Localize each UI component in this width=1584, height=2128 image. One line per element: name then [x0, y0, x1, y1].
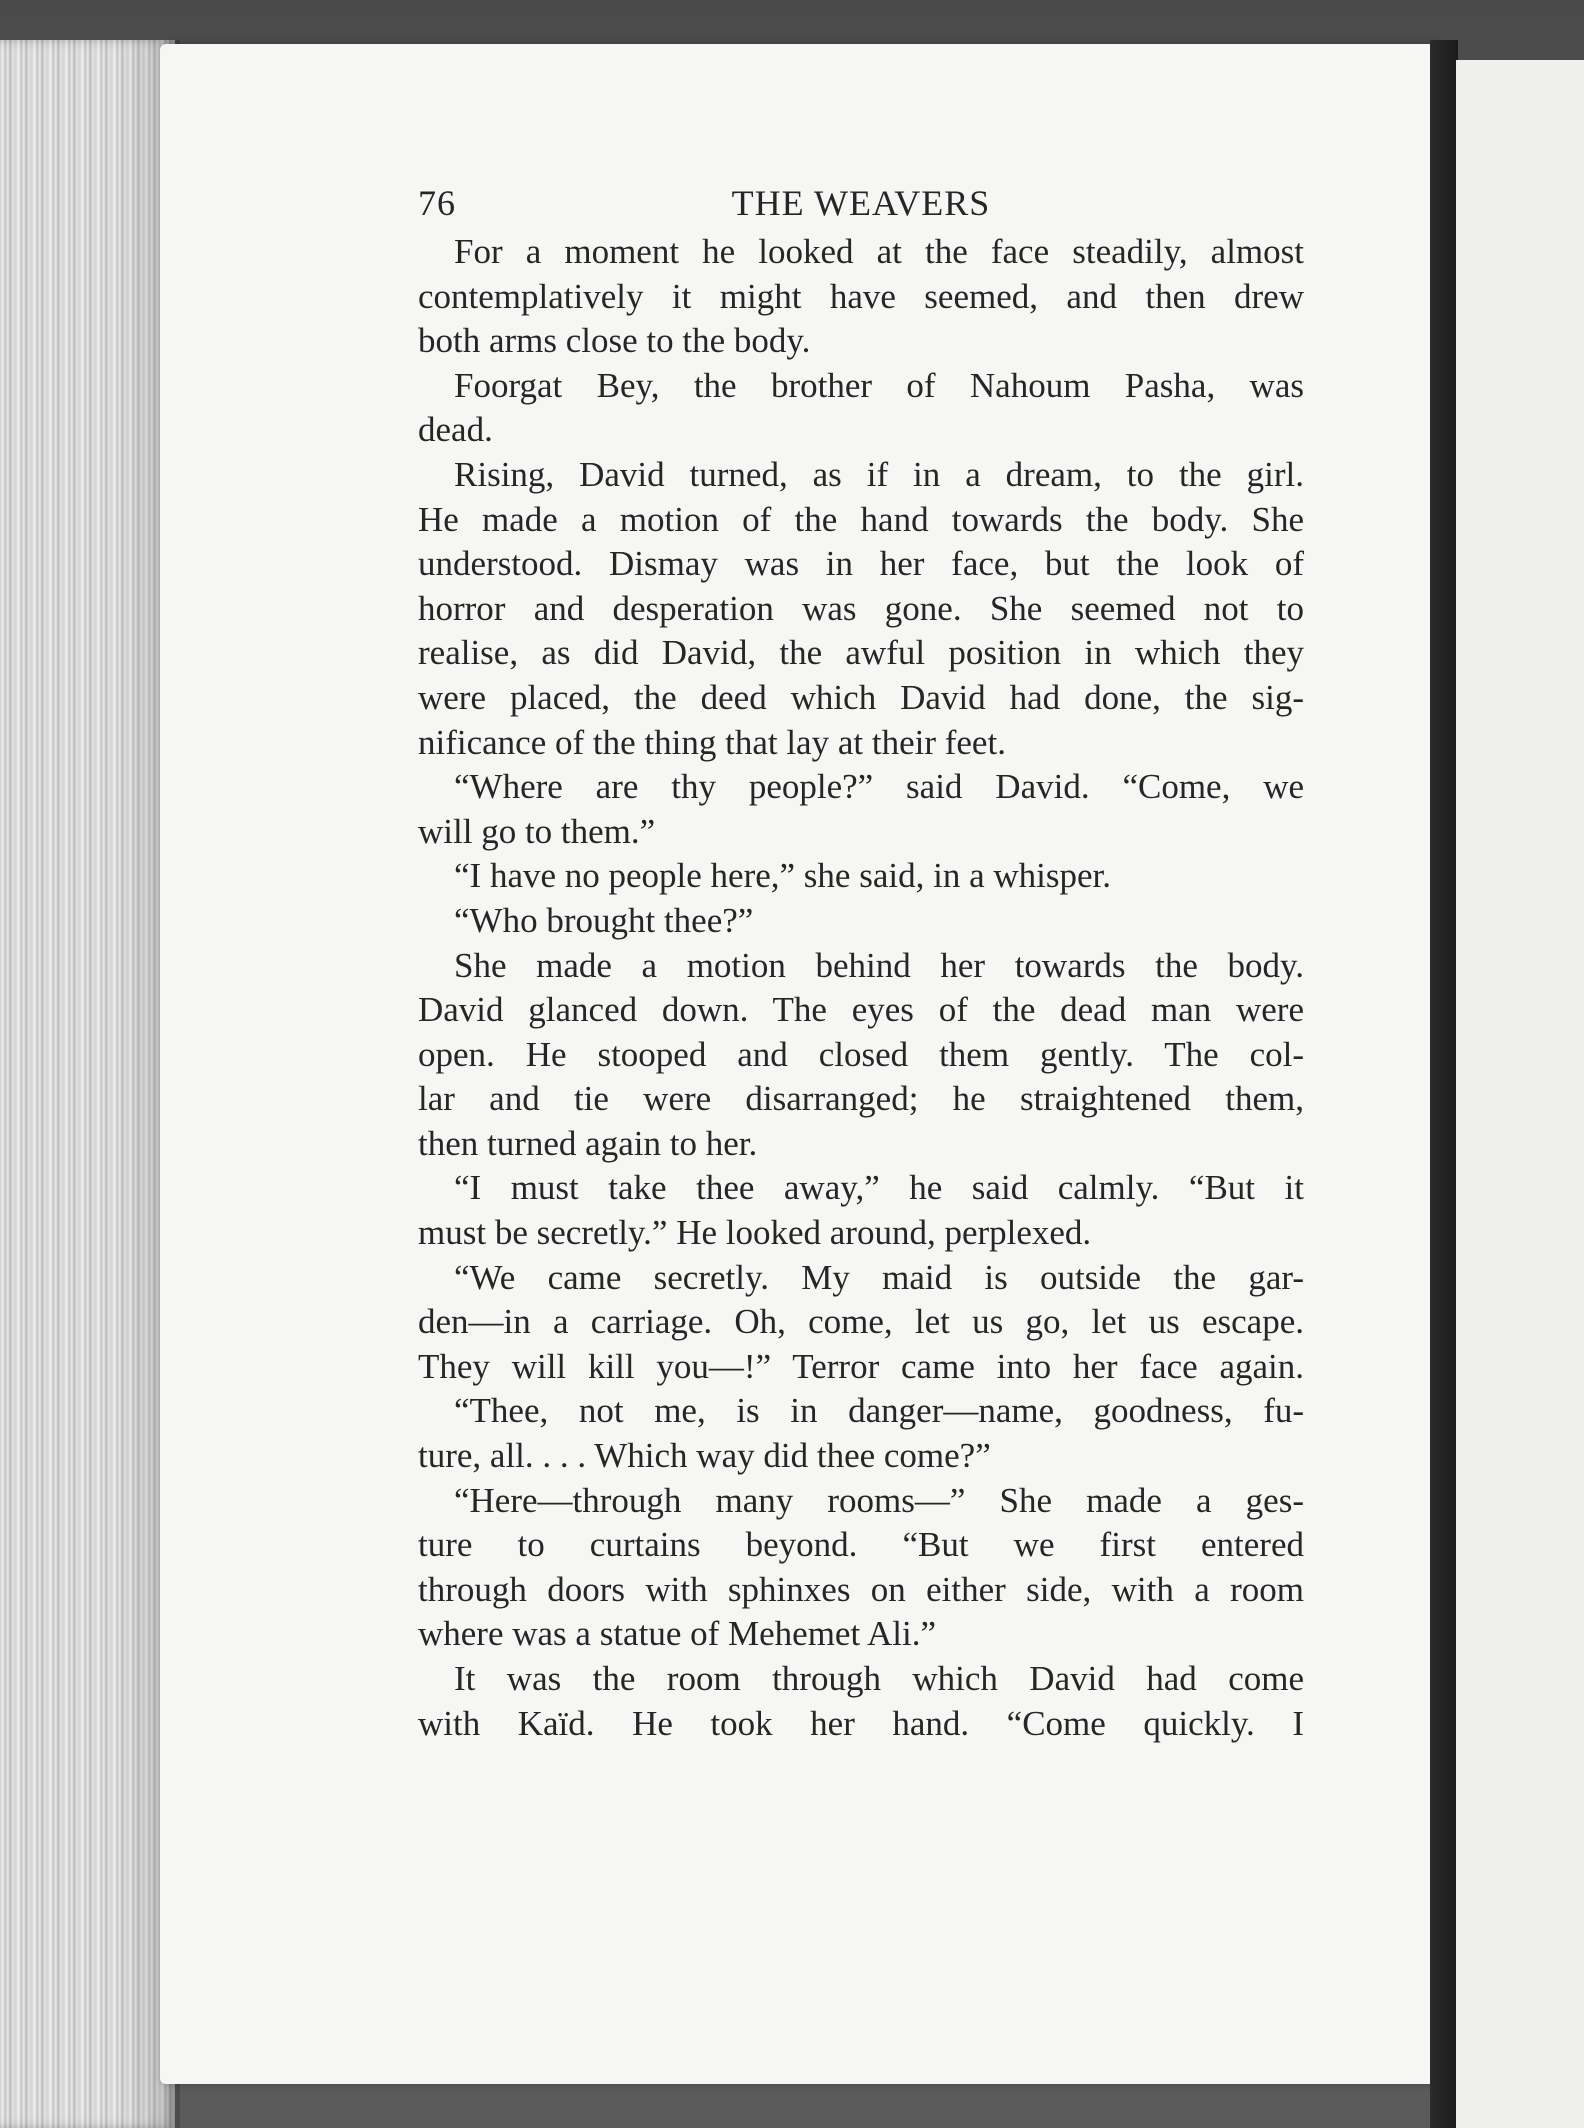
- text-line: where was a statue of Mehemet Ali.”: [418, 1614, 937, 1654]
- text-line: ture, all. . . . Which way did thee come?”: [418, 1436, 991, 1476]
- body-text: [418, 230, 1304, 1746]
- running-title: THE WEAVERS: [731, 183, 991, 223]
- page-number: 76: [418, 183, 456, 223]
- text-line: David glanced down. The eyes of the dead man were: [418, 990, 1304, 1030]
- text-line: “Who brought thee?”: [454, 900, 754, 940]
- text-line: Foorgat Bey, the brother of Nahoum Pasha, was: [454, 365, 1304, 405]
- text-line: Rising, David turned, as if in a dream, to the girl.: [454, 454, 1304, 494]
- text-line: dead.: [418, 410, 493, 450]
- text-line: were placed, the deed which David had done, the sig-: [418, 677, 1304, 717]
- text-line: “Where are thy people?” said David. “Come, we: [454, 767, 1304, 807]
- text-line: She made a motion behind her towards the body.: [454, 945, 1304, 985]
- binding-shadow: [1430, 40, 1458, 2128]
- text-line: open. He stooped and closed them gently. The col-: [418, 1034, 1304, 1074]
- text-line: realise, as did David, the awful position in which they: [418, 633, 1304, 673]
- text-line: “I must take thee away,” he said calmly. “But it: [454, 1168, 1304, 1208]
- text-line: with Kaïd. He took her hand. “Come quickly. I: [418, 1703, 1304, 1743]
- text-line: lar and tie were disarranged; he straightened them,: [418, 1079, 1304, 1119]
- text-line: both arms close to the body.: [418, 321, 811, 361]
- page-text-block: [418, 170, 1304, 1746]
- text-line: nificance of the thing that lay at their feet.: [418, 722, 1006, 762]
- running-head: [418, 170, 1304, 230]
- text-line: understood. Dismay was in her face, but the look of: [418, 544, 1304, 584]
- text-line: must be secretly.” He looked around, perplexed.: [418, 1213, 1092, 1253]
- text-line: “We came secretly. My maid is outside the gar-: [454, 1257, 1304, 1297]
- text-line: “Thee, not me, is in danger—name, goodness, fu-: [454, 1391, 1304, 1431]
- text-line: then turned again to her.: [418, 1123, 758, 1163]
- text-line: “I have no people here,” she said, in a whisper.: [454, 856, 1111, 896]
- text-line: through doors with sphinxes on either side, with a room: [418, 1569, 1304, 1609]
- text-line: “Here—through many rooms—” She made a ges-: [454, 1480, 1304, 1520]
- facing-page-edge: [1456, 60, 1584, 2128]
- text-line: ture to curtains beyond. “But we first entered: [418, 1525, 1304, 1565]
- text-line: It was the room through which David had come: [454, 1659, 1304, 1698]
- text-line: horror and desperation was gone. She seemed not to: [418, 588, 1304, 628]
- text-line: will go to them.”: [418, 811, 656, 851]
- text-line: He made a motion of the hand towards the body. She: [418, 499, 1304, 539]
- text-line: They will kill you—!” Terror came into her face again.: [418, 1346, 1304, 1386]
- text-line: For a moment he looked at the face steadily, almost: [454, 232, 1304, 271]
- text-line: contemplatively it might have seemed, and then drew: [418, 276, 1304, 316]
- text-line: den—in a carriage. Oh, come, let us go, let us escape.: [418, 1302, 1304, 1342]
